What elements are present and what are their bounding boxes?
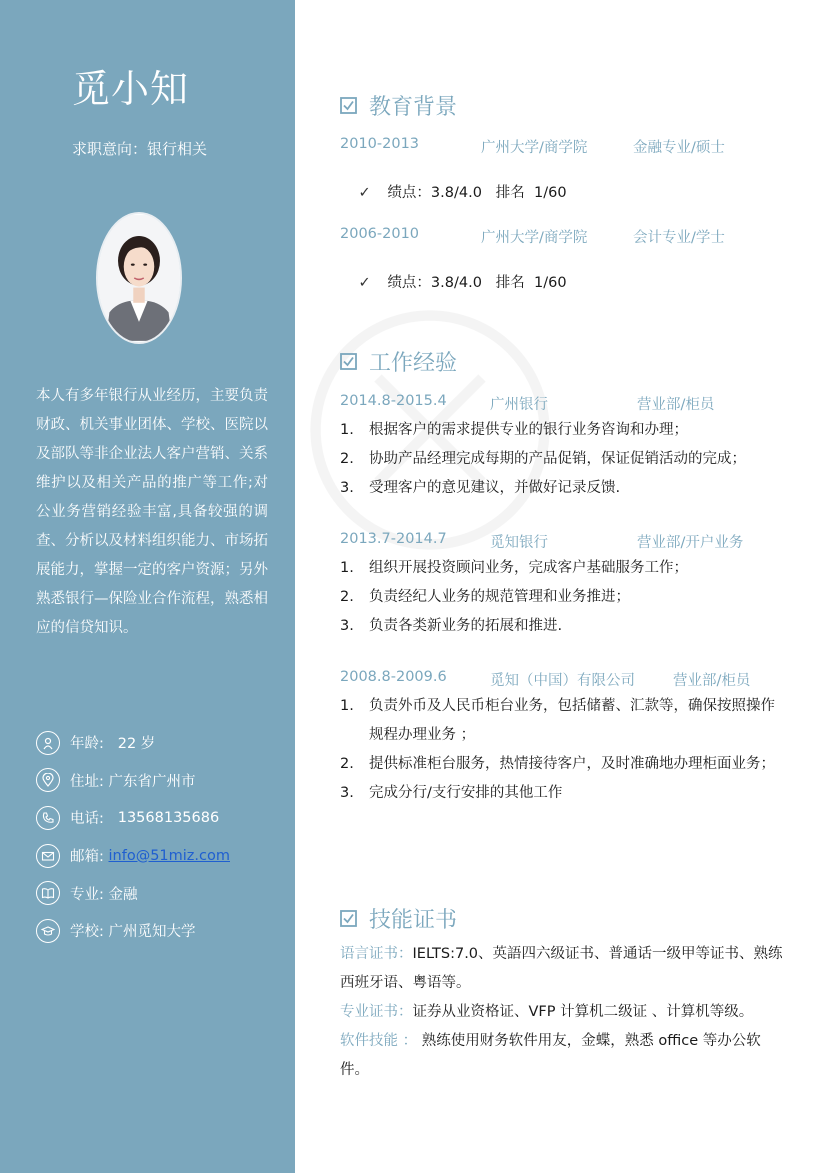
job-entry-header	[340, 393, 795, 415]
job-entry-header	[340, 531, 795, 553]
job-intent	[72, 138, 207, 159]
skills-list	[340, 940, 788, 1085]
education-major: 金融专业/硕士	[633, 140, 725, 156]
checkbox-icon	[340, 353, 357, 370]
education-entry-header	[340, 136, 795, 158]
profile-photo	[96, 212, 182, 344]
list-item: 3. 完成分行/支行安排的其他工作	[340, 785, 563, 801]
check-mark-icon: ✓	[358, 185, 371, 201]
section-title-text: 教育背景	[369, 95, 458, 120]
book-icon	[36, 881, 60, 905]
info-row-school	[36, 912, 276, 950]
job-duties-list	[340, 554, 785, 641]
education-years: 2010-2013	[340, 136, 420, 152]
sidebar	[0, 0, 295, 1173]
info-row-phone	[36, 799, 276, 837]
contact-info-list	[36, 724, 276, 950]
skill-item-software	[340, 1027, 788, 1085]
education-school: 广州大学/商学院	[481, 230, 588, 246]
education-gpa: 绩点：3.8/4.0 排名 1/60	[387, 185, 567, 201]
section-title-text: 技能证书	[369, 908, 458, 933]
education-years: 2006-2010	[340, 226, 420, 242]
job-department: 营业部/柜员	[673, 673, 751, 689]
education-gpa: 绩点：3.8/4.0 排名 1/60	[387, 275, 567, 291]
info-value: 广州觅知大学	[108, 924, 196, 941]
info-row-address	[36, 762, 276, 800]
age-icon	[36, 731, 60, 755]
info-value: 广东省广州市	[108, 773, 196, 790]
list-item: 1. 负责外币及人民币柜台业务，包括储蓄、汇款等，确保按照操作规程办理业务 ；	[340, 698, 775, 743]
check-mark-icon: ✓	[358, 275, 371, 291]
phone-icon	[36, 806, 60, 830]
skill-label: 语言证书：	[340, 946, 413, 962]
skill-item-language	[340, 940, 788, 998]
info-row-email	[36, 837, 276, 875]
education-major: 会计专业/学士	[633, 230, 725, 246]
education-entry-header	[340, 226, 795, 248]
mail-icon	[36, 844, 60, 868]
graduation-cap-icon	[36, 919, 60, 943]
section-title-work	[340, 346, 457, 377]
info-label: 专业:	[70, 886, 109, 903]
info-row-age	[36, 724, 276, 762]
education-school: 广州大学/商学院	[481, 140, 588, 156]
list-item: 3. 受理客户的意见建议，并做好记录反馈.	[340, 480, 621, 496]
job-intent-value: 银行相关	[147, 140, 208, 158]
info-label: 学校:	[70, 924, 109, 941]
job-intent-label: 求职意向：	[72, 140, 148, 158]
candidate-name: 觅小知	[72, 67, 190, 111]
email-link[interactable]: info@51miz.com	[108, 847, 230, 864]
job-period: 2014.8-2015.4	[340, 393, 447, 409]
skill-label: 软件技能 ：	[340, 1033, 422, 1049]
info-value: 22 岁	[117, 736, 156, 753]
skill-label: 专业证书：	[340, 1004, 413, 1020]
checkbox-icon	[340, 97, 357, 114]
section-title-skills	[340, 903, 457, 934]
education-detail	[340, 255, 567, 308]
list-item: 1. 根据客户的需求提供专业的银行业务咨询和办理；	[340, 422, 688, 438]
info-label: 住址:	[70, 773, 109, 790]
info-label: 年龄:	[70, 736, 118, 753]
personal-summary: 本人有多年银行从业经历，主要负责财政、机关事业团体、学校、医院以及部队等非企业法人客户营销、关系维护以及相关产品的推广等工作;对公业务营销经验丰富,具备较强的调查、分析以及材料组织能力、市场拓展能力，掌握一定的客户资源；另外熟悉银行—保险业合作流程，熟悉相应的信贷知识。	[36, 388, 268, 636]
job-period: 2008.8-2009.6	[340, 669, 447, 685]
list-item: 3. 负责各类新业务的拓展和推进.	[340, 618, 563, 634]
education-detail	[340, 165, 567, 218]
job-company: 觅知（中国）有限公司	[490, 673, 635, 689]
list-item: 2. 负责经纪人业务的规范管理和业务推进；	[340, 589, 630, 605]
job-company: 广州银行	[490, 397, 548, 413]
job-department: 营业部/开户业务	[637, 535, 744, 551]
job-duties-list	[340, 416, 785, 503]
job-department: 营业部/柜员	[637, 397, 715, 413]
info-row-major	[36, 874, 276, 912]
section-title-text: 工作经验	[369, 351, 458, 376]
list-item: 1. 组织开展投资顾问业务，完成客户基础服务工作；	[340, 560, 688, 576]
info-label: 电话:	[70, 811, 118, 828]
job-entry-header	[340, 669, 795, 691]
skill-text: 熟练使用财务软件用友，金蝶，熟悉 office 等办公软件。	[340, 1033, 761, 1078]
info-label: 邮箱:	[70, 849, 109, 866]
job-period: 2013.7-2014.7	[340, 531, 447, 547]
skill-item-professional	[340, 998, 788, 1027]
skill-text: 证券从业资格证、VFP 计算机二级证 、计算机等级。	[412, 1004, 754, 1020]
location-pin-icon	[36, 768, 60, 792]
info-value: 13568135686	[117, 809, 220, 826]
checkbox-icon	[340, 910, 357, 927]
job-duties-list	[340, 692, 785, 808]
job-company: 觅知银行	[490, 535, 548, 551]
section-title-education	[340, 90, 457, 121]
list-item: 2. 协助产品经理完成每期的产品促销，保证促销活动的完成；	[340, 451, 746, 467]
skill-text: IELTS:7.0、英語四六级证书、普通话一级甲等证书、熟练西班牙语、粤语等。	[340, 946, 783, 991]
info-value: 金融	[108, 886, 138, 903]
list-item: 2. 提供标准柜台服务，热情接待客户，及时准确地办理柜面业务；	[340, 756, 775, 772]
